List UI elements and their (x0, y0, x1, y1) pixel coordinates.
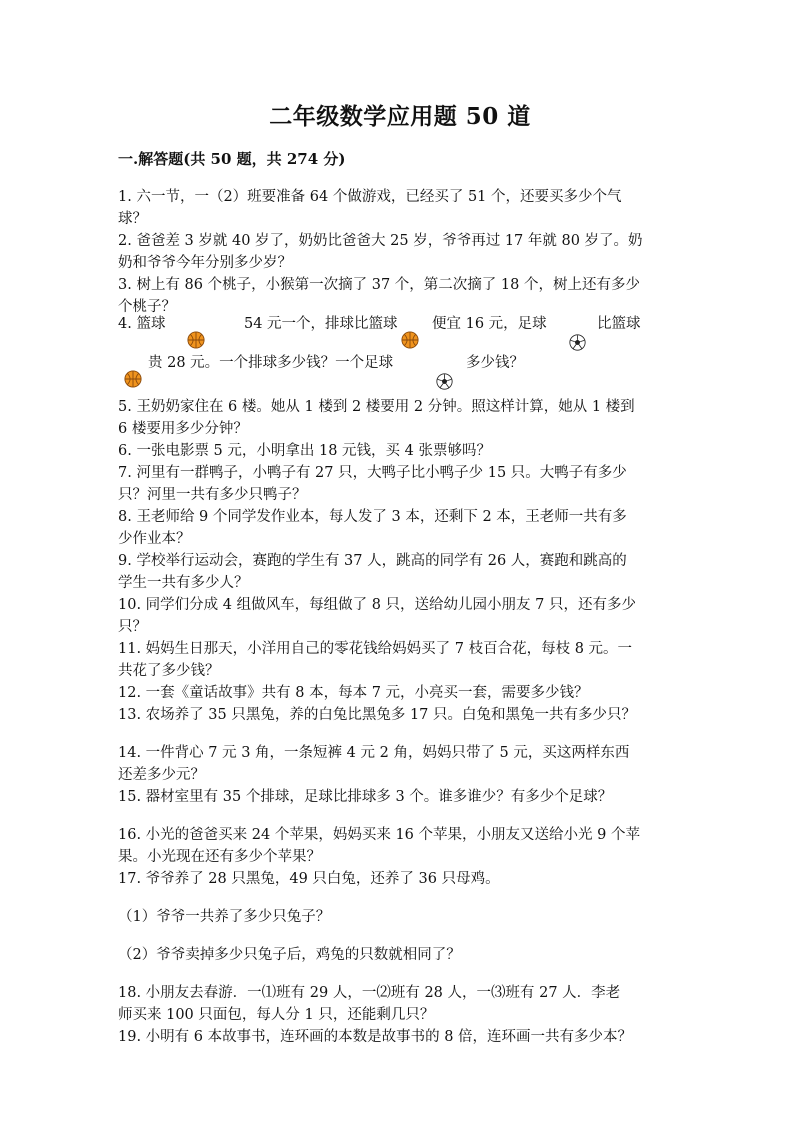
question-1-line-2: 球？ (118, 211, 147, 227)
question-14-line-1: 14. 一件背心 7 元 3 角，一条短裤 4 元 2 角，妈妈只带了 5 元，买这两样东西 (118, 745, 630, 761)
page-title: 二年级数学应用题 50 道 (269, 103, 531, 130)
question-18-line-2: 师买来 100 只面包，每人分 1 只，还能剩几只？ (118, 1007, 435, 1023)
question-7-line-1: 7. 河里有一群鸭子，小鸭子有 27 只，大鸭子比小鸭子少 15 只。大鸭子有多少 (118, 465, 627, 481)
question-8-line-2: 少作业本？ (118, 531, 191, 547)
question-8-line-1: 8. 王老师给 9 个同学发作业本，每人发了 3 本，还剩下 2 本，王老师一共有多 (118, 509, 627, 525)
question-11-line-2: 共花了多少钱？ (118, 663, 220, 679)
question-3-line-1: 3. 树上有 86 个桃子，小猴第一次摘了 37 个，第二次摘了 18 个，树上还有多少 (118, 277, 640, 293)
question-9-line-1: 9. 学校举行运动会，赛跑的学生有 37 人，跳高的同学有 26 人，赛跑和跳高的 (118, 553, 627, 569)
question-4-line-1-part-4: 比篮球 (597, 316, 641, 332)
question-10-line-1: 10. 同学们分成 4 组做风车，每组做了 8 只，送给幼儿园小朋友 7 只，还有多少 (118, 597, 636, 613)
basketball-icon (187, 331, 205, 349)
question-4-line-1-part-1: 4. 篮球 (118, 316, 166, 332)
soccer-ball-icon (569, 334, 586, 351)
question-2-line-1: 2. 爸爸差 3 岁就 40 岁了，奶奶比爸爸大 25 岁，爷爷再过 17 年就 80 岁了。奶 (118, 233, 643, 249)
question-4-line-1-part-2: 54 元一个，排球比篮球 (244, 316, 398, 332)
question-3-line-2: 个桃子？ (118, 299, 176, 315)
question-7-line-2: 只？河里一共有多少只鸭子？ (118, 487, 307, 503)
question-13-line-1: 13. 农场养了 35 只黑兔，养的白兔比黑兔多 17 只。白兔和黑兔一共有多少只？ (118, 707, 637, 723)
question-4-line-2-part-1: 贵 28 元。一个排球多少钱？一个足球 (148, 355, 394, 371)
question-16-line-1: 16. 小光的爸爸买来 24 个苹果，妈妈买来 16 个苹果，小朋友又送给小光 9 个苹 (118, 827, 640, 843)
question-14-line-2: 还差多少元？ (118, 767, 205, 783)
question-12-line-1: 12. 一套《童话故事》共有 8 本，每本 7 元，小亮买一套，需要多少钱？ (118, 685, 589, 701)
question-18-line-1: 18. 小朋友去春游．一⑴班有 29 人，一⑵班有 28 人，一⑶班有 27 人．李老 (118, 985, 621, 1001)
question-17-part-1: （1）爷爷一共养了多少只兔子？ (118, 909, 331, 925)
question-5-line-1: 5. 王奶奶家住在 6 楼。她从 1 楼到 2 楼要用 2 分钟。照这样计算，她从 1 楼到 (118, 399, 635, 415)
basketball-icon (401, 331, 419, 349)
basketball-icon (124, 370, 142, 388)
question-5-line-2: 6 楼要用多少分钟？ (118, 421, 248, 437)
section-heading: 一.解答题(共 50 题，共 274 分) (118, 150, 346, 168)
question-4-line-2-part-2: 多少钱？ (466, 355, 524, 371)
question-11-line-1: 11. 妈妈生日那天，小洋用自己的零花钱给妈妈买了 7 枝百合花，每枝 8 元。一 (118, 641, 633, 657)
question-15-line-1: 15. 器材室里有 35 个排球，足球比排球多 3 个。谁多谁少？有多少个足球？ (118, 789, 613, 805)
soccer-ball-icon (436, 373, 453, 390)
question-2-line-2: 奶和爷爷今年分别多少岁？ (118, 255, 292, 271)
question-10-line-2: 只？ (118, 619, 147, 635)
question-17-line-1: 17. 爷爷养了 28 只黑兔，49 只白兔，还养了 36 只母鸡。 (118, 871, 500, 887)
question-9-line-2: 学生一共有多少人？ (118, 575, 249, 591)
question-6-line-1: 6. 一张电影票 5 元，小明拿出 18 元钱，买 4 张票够吗？ (118, 443, 491, 459)
question-19-line-1: 19. 小明有 6 本故事书，连环画的本数是故事书的 8 倍，连环画一共有多少本？ (118, 1029, 633, 1045)
question-17-part-2: （2）爷爷卖掉多少只兔子后，鸡兔的只数就相同了？ (118, 947, 461, 963)
question-16-line-2: 果。小光现在还有多少个苹果？ (118, 849, 321, 865)
question-4-line-1-part-3: 便宜 16 元，足球 (432, 316, 547, 332)
question-1-line-1: 1. 六一节，一（2）班要准备 64 个做游戏，已经买了 51 个，还要买多少个气 (118, 189, 622, 205)
